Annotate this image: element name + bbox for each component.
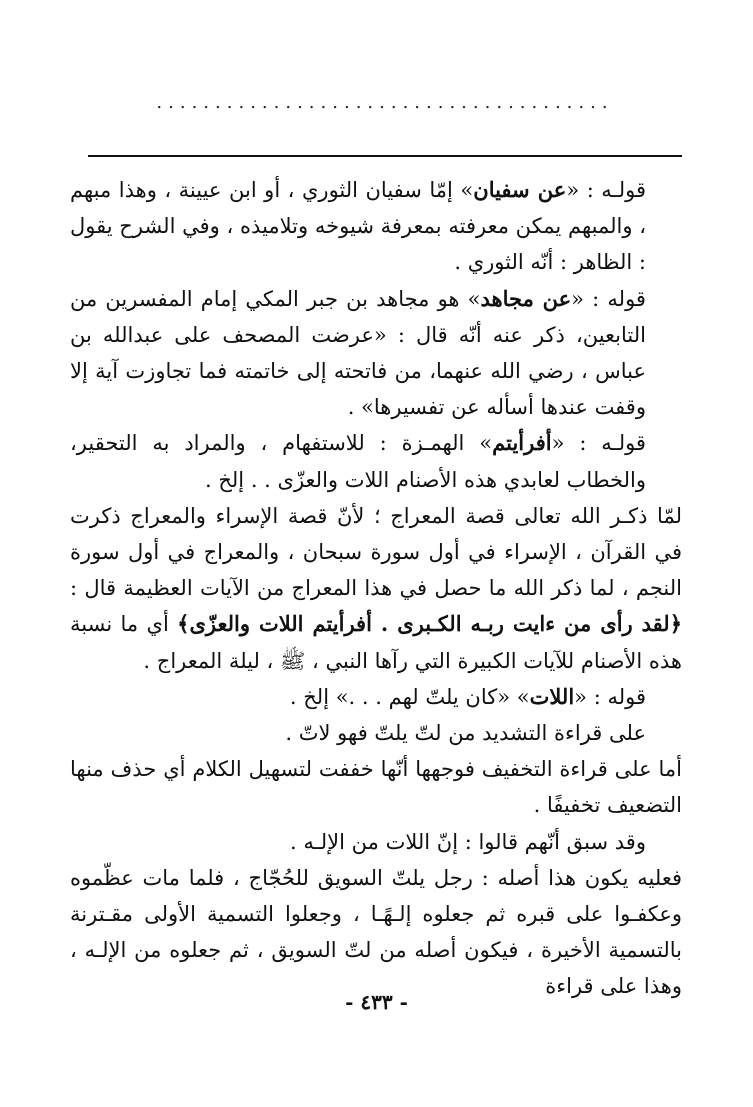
paragraph-asl: فعليه يكون هذا أصله : رجل يلتّ السويق للحُجّاج ، فلما مات عظّموه وعكفـوا على قبره ثم جعلوه إلـهًـا ، وجعلوا التسمية الأولى مقـترنة بالتسمية الأخيرة ، فيكون أصله من لتّ السويق ، ثم جعلوه من الإلـه ، وهذا على قراءة <box>70 865 682 999</box>
bold-term: اللات <box>529 683 575 709</box>
bold-term: عن سفيان <box>473 177 567 202</box>
paragraph-afaraaytum: قولـه : «أفرأيتم» الهمـزة : للاستفهام ، والمراد به التحقير، والخطاب لعابدي هذه الأصنام اللات والعزّى . . إلخ . <box>70 430 646 492</box>
paragraph-tashdid: على قراءة التشديد من لتّ يلتّ فهو لاتّ . <box>285 721 646 746</box>
header-rule <box>88 155 682 157</box>
header-dots: ....................................... <box>156 92 614 113</box>
paragraph-sufyan: قولـه : «عن سفيان» إمّا سفيان الثوري ، أو ابن عيينة ، وهذا مبهم ، والمبهم يمكن معرفته بمعرفة شيوخه وتلاميذه ، وفي الشرح يقول : الظاهر : أنّه الثوري . <box>70 177 646 275</box>
paragraph-mujahid: قوله : «عن مجاهد» هو مجاهد بن جبر المكي إمام المفسرين من التابعين، ذكر عنه أنّه قال : «عرضت المصحف على عبدالله بن عباس ، رضي الله عنهما، من فاتحته إلى خاتمته فما تجاوزت آية إلا وقفت عندها أسأله عن تفسيرها» . <box>70 285 646 420</box>
paragraph-ilah: وقد سبق أنّهم قالوا : إنّ اللات من الإلـه . <box>290 829 646 854</box>
bold-term: أفرأيتم <box>492 430 552 456</box>
bold-term: عن مجاهد <box>480 285 572 311</box>
paragraph-allat: قوله : «اللات» «كان يلتّ لهم . . .» إلخ . <box>289 683 646 709</box>
paragraph-takhfif: أما على قراءة التخفيف فوجهها أنّها خففت لتسهيل الكلام أي حذف منها التضعيف تخفيفًا . <box>70 757 682 818</box>
page-body <box>70 172 683 999</box>
page-number: - ٤٣٣ - <box>345 990 408 1014</box>
quran-verse: ﴿لقد رأى من ءايت ربـه الكـبرى . أفرأيتم اللات والعزّى﴾ <box>177 611 683 637</box>
paragraph-miraj: لمّا ذكـر الله تعالى قصة المعراج ؛ لأنّ قصة الإسراء والمعراج ذكرت في القرآن ، الإسراء في أول سورة سبحان ، والمعراج في أول سورة النجم ، لما ذكر الله ما حصل في هذا المعراج من الآيات العظيمة قال : ﴿لقد رأى من ءايت ربـه الكـبرى . أفرأيتم اللات والعزّى﴾ أي ما نسبة هذه الأصنام للآيات الكبيرة التي رآها النبي ، ﷺ ، ليلة المعراج . <box>70 503 683 673</box>
